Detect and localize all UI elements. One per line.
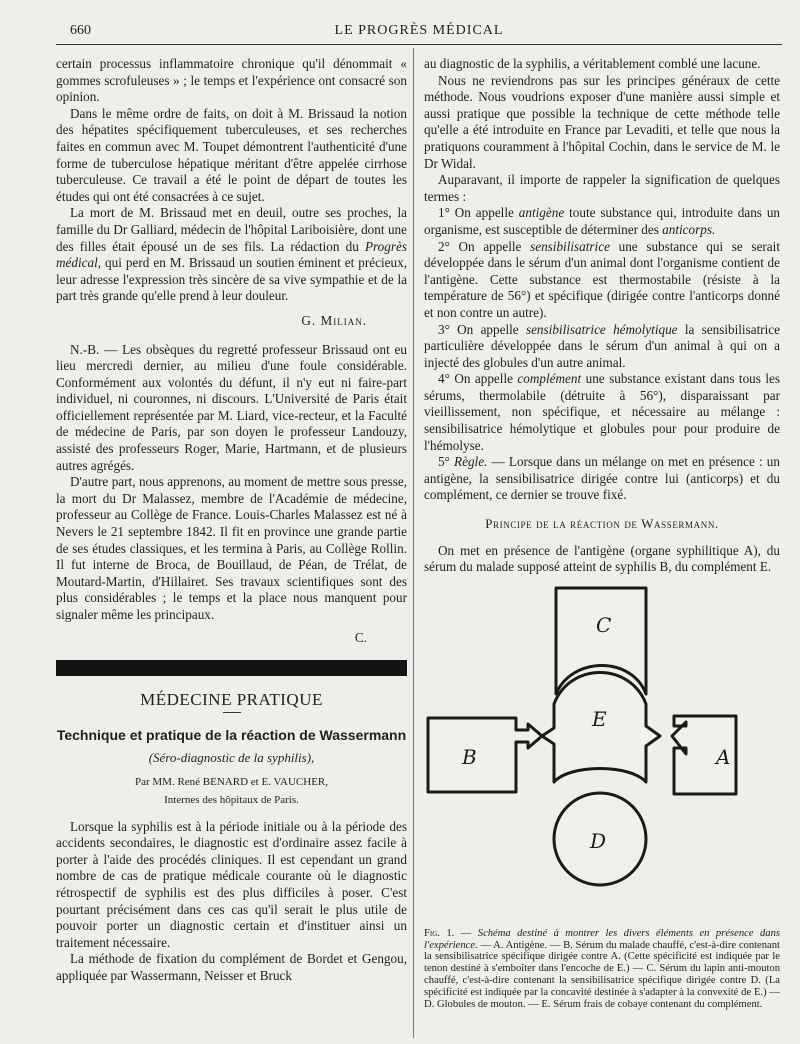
term: complément	[517, 371, 582, 387]
journal-name: Progrès médical	[56, 238, 407, 271]
paragraph: D'autre part, nous apprenons, au moment de mettre sous presse, la mort du Dr Malassez, membre de l'Académie de médecine, professeur au Collège de France. Louis-Charles Malassez est né à Nevers le 21 septembre 1842. Il fit en province une grande partie de ses études classiques, et les termina à Paris, au Collège Rollin. Il fut interne de Broca, de Bouillaud, de Péan, de Trélat, de Moutard-Martin, d'Hillairet. Ses travaux scientifiques sont des plus considérables ; le temps et la place nous manquent pour signaler même les principaux.	[56, 474, 407, 622]
term: sensibilisatrice hémolytique	[525, 321, 678, 337]
paragraph: N.-B. — Les obsèques du regretté professeur Brissaud ont eu lieu mercredi dernier, au milieu d'une foule considérable. Conformément aux volontés du défunt, il n'y eut ni faire-part individuel, ni couronnes, ni discours. L'Université de Paris était officiellement représentée par M. Liard, vice-recteur, et la Faculté de médecine de Paris, par son doyen le professeur Landouzy, assisté des professeurs Roger, Marie, Hartmann, et de plusieurs autres agrégés.	[56, 341, 407, 473]
definition-5	[424, 454, 780, 504]
paragraph: Nous ne reviendrons pas sur les principes généraux de cette méthode. Nous voudrions exposer d'une manière aussi simple et aussi pratique que possible la technique de cette méthode telle qu'elle a été introduite en France par Levaditi, et telle que nous la pratiquons couramment à l'hôpital Cochin, dans le service de M. le Dr Widal.	[424, 72, 780, 171]
definition-3	[424, 322, 780, 372]
text-run: La mort de M. Brissaud met en deuil, outre ses proches, la famille du Dr Galliard, médecin de l'hôpital Lariboisière, dont une des filles était épousé un de ses fils. La rédaction du	[56, 205, 407, 254]
paragraph	[56, 205, 407, 305]
text-run: 3° On appelle	[438, 321, 526, 337]
caption-label: Fig. 1.	[424, 927, 455, 939]
paragraph: Dans le même ordre de faits, on doit à M. Brissaud la notion des hépatites spécifiquement tuberculeuses, et ses recherches faites en commun avec M. Toupet démontrent l'authenticité d'une forme de tuberculose hépatique méritant d'être appelée cirrhose tuberculeuse. Ce travail a été le point de départ de toutes les études qui ont été consacrées à ce sujet.	[56, 105, 407, 204]
signature: G. Milian.	[301, 312, 367, 328]
article-subtitle: (Séro-diagnostic de la syphilis),	[148, 749, 315, 765]
page-number: 660	[70, 23, 91, 38]
text-run: toute substance qui, introduite dans un organisme, est susceptible de déterminer des	[424, 205, 781, 237]
paragraph: Auparavant, il importe de rappeler la signification de quelques termes :	[424, 172, 780, 204]
title-dash	[223, 712, 241, 713]
diagram-label-e: E	[592, 706, 607, 731]
wassermann-diagram	[424, 584, 780, 924]
article-authors-role: Internes des hôpitaux de Paris.	[164, 793, 299, 806]
term: sensibilisatrice	[530, 238, 610, 254]
left-column	[56, 56, 407, 985]
text-run: 1° On appelle	[438, 205, 519, 221]
article-title: Technique et pratique de la réaction de Wassermann	[56, 726, 407, 743]
paragraph: certain processus inflammatoire chronique qu'il dénommait « gommes scrofuleuses » ; le temps et l'expérience ont consacré son opinion.	[56, 56, 407, 105]
text-run: , qui perd en M. Brissaud un soutien éminent et précieux, leur adresse l'expression très sincère de sa vive sympathie et de la part très grande qu'elle prend à leur douleur.	[56, 255, 407, 304]
definition-1	[424, 205, 780, 238]
definition-2	[424, 239, 780, 322]
section-title: MÉDECINE PRATIQUE	[140, 690, 323, 710]
paragraph: La méthode de fixation du complément de Bordet et Gengou, appliquée par Wassermann, Neisser et Bruck	[56, 951, 407, 983]
diagram-label-c: C	[596, 612, 612, 637]
paragraph: Lorsque la syphilis est à la période initiale ou à la période des accidents secondaires, le diagnostic est d'ordinaire assez facile à porter à l'aide des procédés cliniques. Il est cependant un grand nombre de cas de pratique médicale courante où le diagnostic rétrospectif de syphilis est des plus difficiles à poser. C'est pourtant précisément dans ces cas qu'il serait le plus utile de pouvoir porter un diagnostic certain et d'instituer ainsi un traitement nécessaire.	[56, 818, 407, 950]
text-run: 2° On appelle	[438, 238, 531, 254]
journal-title: LE PROGRÈS MÉDICAL	[334, 23, 504, 38]
page-header	[56, 20, 782, 45]
diagram-shape-b	[428, 718, 542, 792]
caption-title: Schéma destiné à montrer les divers éléments en présence dans l'expérience.	[424, 927, 780, 951]
definition-4	[424, 371, 780, 454]
text-run: une substance existant dans tous les sérums, thermolabile (détruite à 56°), disparaissant par vieillissement, non spécifique, et nécessaire au mélange : sensibilisatrice hémolytique et globules pour pour produire de l'hémolyse.	[424, 371, 780, 453]
figure-heading: Principe de la réaction de Wassermann.	[485, 516, 719, 532]
text-run: 5°	[438, 454, 455, 470]
term: Règle.	[454, 454, 488, 470]
term: antigène	[518, 205, 565, 221]
text-run: une substance qui se serait développée dans le sérum d'un animal dont l'organisme contient de l'antigène. Cette substance est thermostabile (résiste à la température de 56°) et spécifique (dirigée contre l'anticorps donné et non contre un autre).	[424, 238, 780, 320]
caption-text: — A. Antigène. — B. Sérum du malade chauffé, c'est-à-dire contenant la sensibilisatrice spécifique dirigée contre A. (Cette spécificité est indiquée par le tenon destiné à s'emboîter dans l'encoche de E.) — C. Sérum du lapin anti-mouton chauffé, c'est-à-dire contenant la sensibilisatrice spécifique dirigée contre D. (La spécificité est indiquée par la concavité destinée à s'adapter à la convexité de E.) — D. Globules de mouton. — E. Sérum frais de cobaye contenant du complément.	[424, 939, 780, 1010]
diagram-label-d: D	[590, 828, 607, 853]
signature: C.	[354, 629, 367, 645]
term: anticorps.	[662, 221, 716, 237]
section-divider-bar	[56, 660, 407, 676]
figure-caption: Fig. 1. — Schéma destiné à montrer les divers éléments en présence dans l'expérience. — A. Antigène. — B. Sérum du malade chauffé, c'est-à-dire contenant la sensibilisatrice spécifique dirigée contre A. (Cette spécificité est indiquée par le tenon destiné à s'emboîter dans l'encoche de E.) — C. Sérum du lapin anti-mouton chauffé, c'est-à-dire contenant la sensibilisatrice spécifique dirigée contre D. (La spécificité est indiquée par la concavité destinée à s'adapter à la convexité de E.) — D. Globules de mouton. — E. Sérum frais de cobaye contenant du complément.	[424, 927, 780, 1010]
right-column	[424, 56, 780, 1010]
paragraph: On met en présence de l'antigène (organe syphilitique A), du sérum du malade supposé atteint de syphilis B, du complément E.	[424, 542, 780, 575]
column-divider	[413, 48, 414, 1038]
diagram-label-b: B	[462, 744, 477, 769]
text-run: — Lorsque dans un mélange on met en présence : un antigène, la sensibilisatrice dirigée contre lui (anticorps) et du complément, ce dernier se trouve fixé.	[424, 454, 780, 503]
diagram-label-a: A	[716, 744, 731, 769]
paragraph: au diagnostic de la syphilis, a véritablement comblé une lacune.	[424, 56, 761, 71]
text-run: la sensibilisatrice particulière développée dans le sérum d'un animal à qui on a injecté des globules d'un autre animal.	[424, 321, 780, 370]
article-authors: Par MM. René BENARD et E. VAUCHER,	[134, 776, 328, 789]
text-run: 4° On appelle	[438, 371, 518, 387]
